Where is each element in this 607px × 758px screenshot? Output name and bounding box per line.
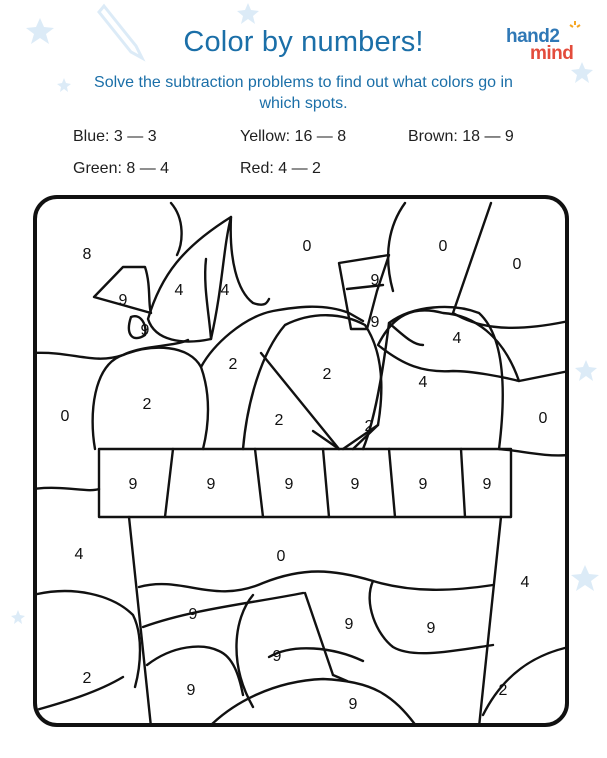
region-number: 4 [520,574,530,591]
region-number: 9 [350,476,360,493]
key-yellow: Yellow: 16 — 8 [240,128,347,145]
region-number: 9 [272,648,282,665]
page-subtitle: Solve the subtraction problems to find out what colors go in which spots. [94,74,513,112]
star-icon [237,3,259,24]
region-number: 9 [188,606,198,623]
key-blue: Blue: 3 — 3 [73,128,157,145]
region-number: 2 [228,356,238,373]
region-number: 4 [174,282,184,299]
region-number: 0 [276,548,286,565]
region-number: 0 [512,256,522,273]
region-number: 0 [302,238,312,255]
key-brown: Brown: 18 — 9 [408,128,514,145]
region-number: 9 [140,322,150,339]
region-number: 9 [186,682,196,699]
star-icon [571,565,599,591]
region-number: 0 [438,238,448,255]
region-number: 9 [118,292,128,309]
region-number: 9 [284,476,294,493]
region-number: 2 [322,366,332,383]
region-number: 2 [274,412,284,429]
logo-text-top: hand2 [506,26,560,47]
region-number: 9 [426,620,436,637]
region-number: 8 [82,246,92,263]
region-number: 9 [206,476,216,493]
region-number: 4 [220,282,230,299]
coloring-frame [33,195,569,727]
region-number: 2 [82,670,92,687]
star-icon [11,610,25,624]
region-number: 2 [142,396,152,413]
brand-logo [506,26,582,66]
logo-text-bottom: mind [530,43,574,64]
region-number: 2 [498,682,508,699]
region-number: 0 [60,408,70,425]
region-number: 9 [348,696,358,713]
region-number: 9 [344,616,354,633]
region-number: 0 [538,410,548,427]
star-icon [575,360,597,381]
key-red: Red: 4 — 2 [240,160,321,177]
sun-icon [568,20,582,34]
region-number: 4 [74,546,84,563]
region-number: 9 [370,272,380,289]
key-green: Green: 8 — 4 [73,160,170,177]
region-number: 9 [128,476,138,493]
region-number: 4 [418,374,428,391]
coloring-picture [33,195,569,727]
page-title: Color by numbers! [183,26,424,58]
region-number: 9 [418,476,428,493]
region-number: 9 [370,314,380,331]
star-icon [57,78,71,92]
region-number: 2 [364,418,374,435]
region-number: 9 [482,476,492,493]
region-number: 4 [452,330,462,347]
